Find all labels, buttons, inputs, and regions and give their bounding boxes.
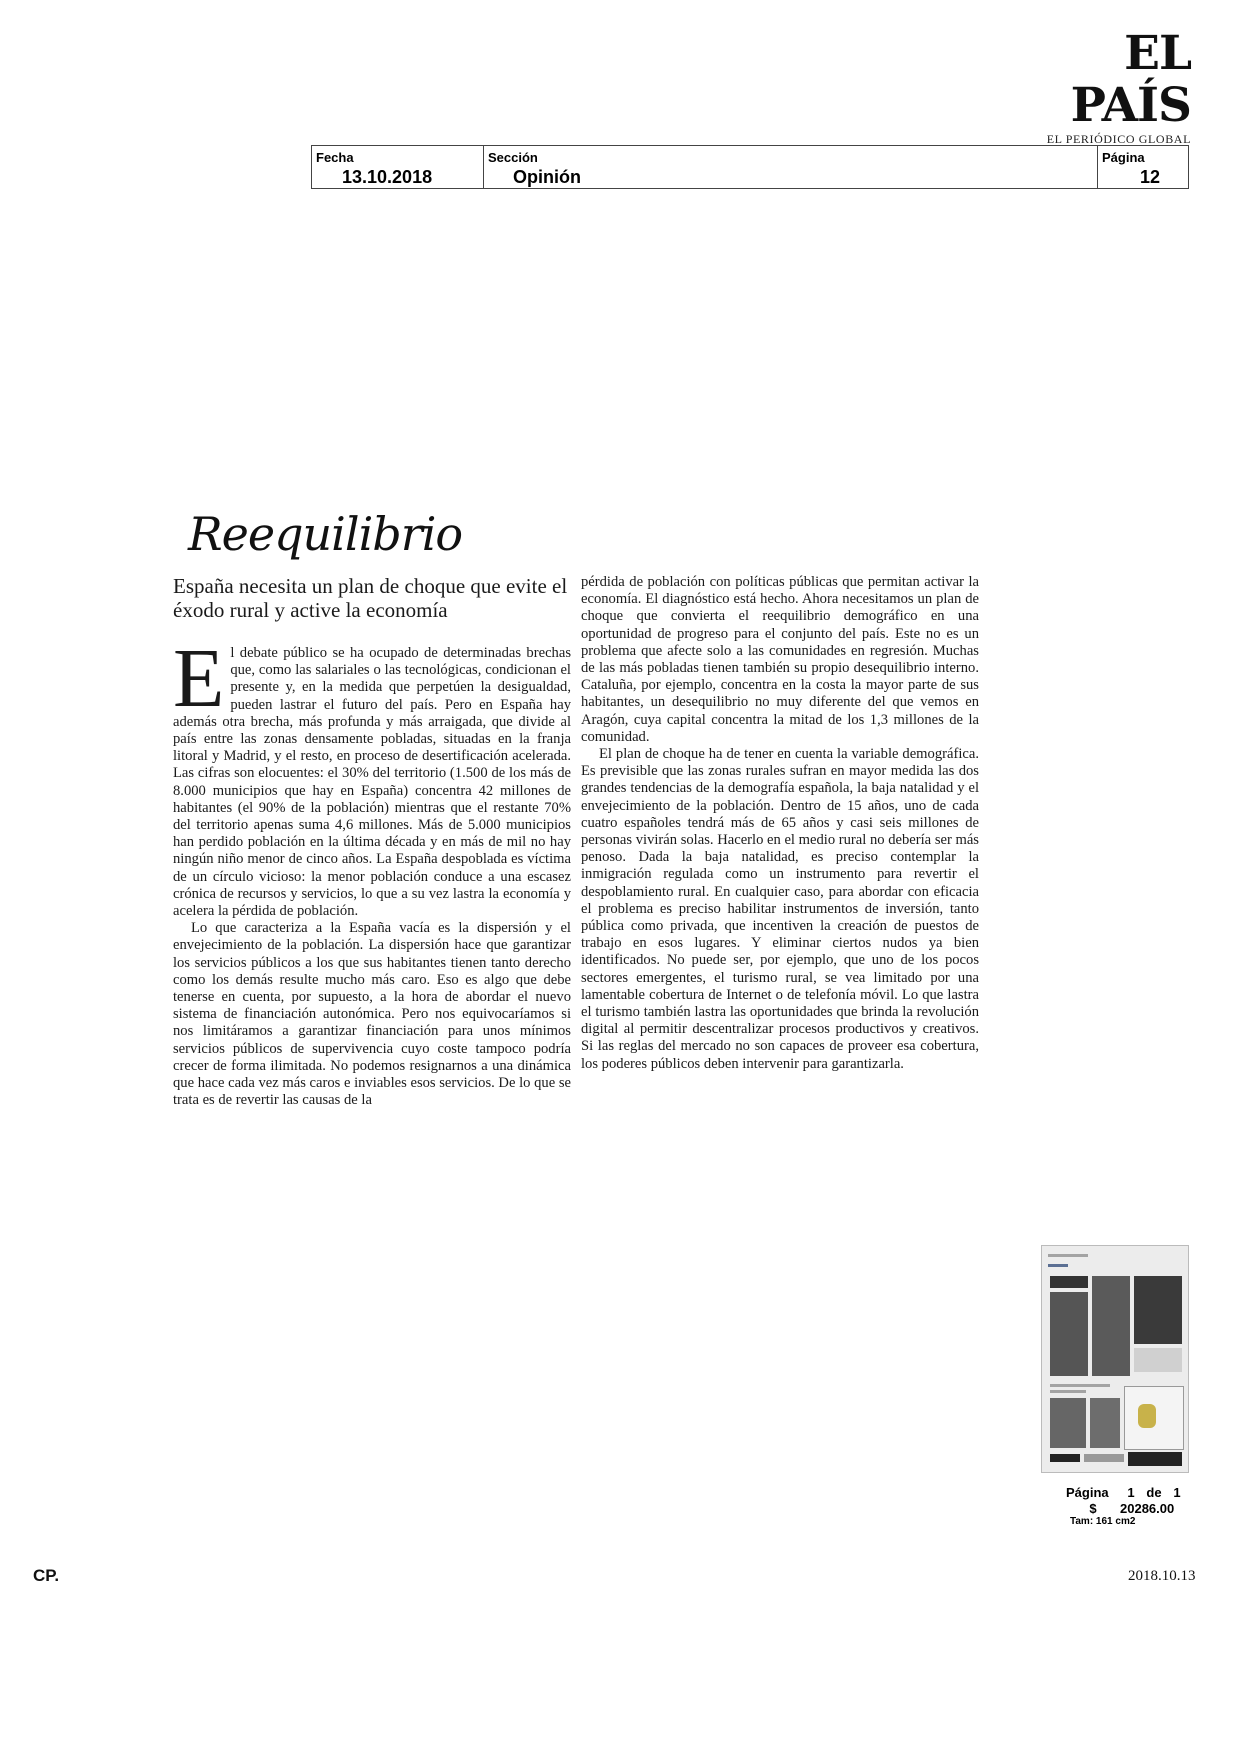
footer-date: 2018.10.13 xyxy=(1128,1568,1196,1584)
logo-name: EL PAÍS xyxy=(1070,26,1191,133)
drop-cap: E xyxy=(173,632,225,725)
date-label: Fecha xyxy=(316,150,354,165)
clipping-info-box xyxy=(311,145,1189,189)
article-title: Reequilibrio xyxy=(188,507,463,561)
article-subtitle: España necesita un plan de choque que evite el éxodo rural y active la economía xyxy=(173,574,568,622)
size-info: Tam: 161 cm2 xyxy=(1070,1516,1136,1527)
paragraph: l debate público se ha ocupado de determinadas brechas que, como las salariales o las tecnológicas, condicionan el presente y, en la medida que perpetúen la desigualdad, pueden lastrar el futuro del país. Pero en España hay además otra brecha, más profunda y más arraigada, que divide al país entre las zonas densamente pobladas, situadas en la franja litoral y Madrid, y el resto, en proceso de desertificación acelerada. Las cifras son elocuentes: el 30% del territorio (1.500 de los más de 8.000 municipios que hay en España) concentra 42 millones de habitantes (el 90% de la población) mientras que el restante 70% del territorio apenas suma 4,6 millones. Más de 5.000 municipios han perdido población en la última década y en más de mil no hay ningún niño menor de cinco años. La España despoblada es víctima de un círculo vicioso: la menor población conduce a una escasez crónica de recursos y servicios, lo que a su vez lastra la economía y acelera la pérdida de población. xyxy=(173,645,571,920)
pager-label: Página xyxy=(1066,1485,1109,1500)
el-pais-logo xyxy=(1029,28,1191,146)
date-value: 13.10.2018 xyxy=(342,167,433,187)
footer-cp: CP. xyxy=(33,1566,60,1585)
page-counter xyxy=(1066,1485,1196,1528)
date-cell xyxy=(312,146,483,188)
paragraph: pérdida de población con políticas públicas que permitan activar la economía. El diagnóstico está hecho. Ahora necesitamos un plan de choque que convierta el reequilibrio demográfico en una oportunidad de progreso para el conjunto del país. Este no es un problema que afecte solo a las comunidades en regresión. Muchas de las más pobladas tienen también su propio desequilibrio interno. Cataluña, por ejemplo, concentra en la costa la mayor parte de sus habitantes, un desequilibrio no muy diferente del que vemos en Aragón, cuya capital concentra la mitad de los 1,3 millones de la comunidad. xyxy=(581,574,979,745)
paragraph: El plan de choque ha de tener en cuenta la variable demográfica. Es previsible que las zonas rurales sufran en mayor medida las dos grandes tendencias de la demografía española, la baja natalidad y el envejecimiento de la población. Dentro de 15 años, uno de cada cuatro españoles tendrá más de 65 años y casi seis millones de personas vivirán solas. Hacerlo en el medio rural no debería ser más penoso. Dada la baja natalidad, es preciso contemplar la inmigración regulada como un instrumento para revertir el despoblamiento rural. En cualquier caso, para abordar con eficacia el problema es preciso habilitar instrumentos de inversión, tanto pública como privada, que incentiven la creación de puestos de trabajo en esos lugares. Y eliminar ciertos nudos ya bien identificados. No puede ser, por ejemplo, que uno de los pocos sectores emergentes, el turismo rural, se vea limitado por una lamentable cobertura de Internet o de telefonía móvil. Lo que lastra el turismo también lastra las oportunidades que brinda la revolución digital al permitir descentralizar procesos productivos y creativos. Si las reglas del mercado no son capaces de proveer esa cobertura, los poderes públicos deben intervenir para garantizarla. xyxy=(581,746,979,1072)
logo-tagline: EL PERIÓDICO GLOBAL xyxy=(1046,132,1191,146)
page-cell xyxy=(1097,146,1188,188)
price-value: 20286.00 xyxy=(1120,1501,1175,1516)
article-column-1 xyxy=(173,632,571,1109)
price-currency: $ xyxy=(1089,1501,1097,1516)
pager-of: de xyxy=(1146,1485,1162,1500)
pager-total: 1 xyxy=(1173,1485,1181,1500)
page-thumbnail xyxy=(1041,1245,1189,1473)
section-cell xyxy=(483,146,1098,188)
section-value: Opinión xyxy=(513,167,581,187)
page-label: Página xyxy=(1102,150,1145,165)
section-label: Sección xyxy=(488,150,538,165)
page-value: 12 xyxy=(1139,167,1160,187)
pager-current: 1 xyxy=(1127,1485,1135,1500)
paragraph: Lo que caracteriza a la España vacía es la dispersión y el envejecimiento de la población. La dispersión hace que garantizar los servicios públicos a los que sus habitantes tienen tanto derecho como los demás resulte mucho más caro. Eso es algo que debe tenerse en cuenta, por supuesto, a la hora de abordar el nuevo sistema de financiación autonómica. Pero nos equivocaríamos si nos limitáramos a garantizar financiación para unos mínimos servicios públicos de supervivencia cuyo coste tampoco podría crecer de forma ilimitada. No podemos resignarnos a una dinámica que hace cada vez más caros e inviables esos servicios. De lo que se trata es de revertir las causas de la xyxy=(173,920,571,1109)
article-column-2 xyxy=(581,574,979,1073)
